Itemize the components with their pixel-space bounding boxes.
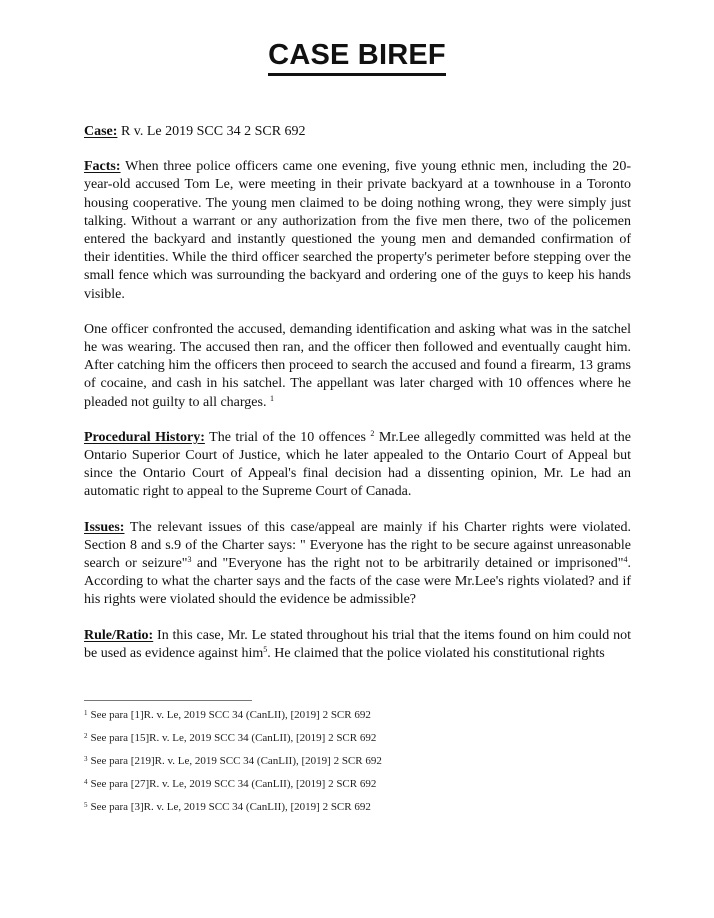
footnote-text: See para [27]R. v. Le, 2019 SCC 34 (CanLII), [2019] 2 SCR 692 [90,778,377,790]
issues-text-c: . According to what the charter says and the facts of the case were Mr.Lee's rights violated? and if his rights were violated should the evidence be admissible? [84,556,631,608]
rule-text-b: . He claimed that the police violated his constitutional rights [267,645,605,661]
footnote-ref-2[interactable]: 2 [370,428,375,438]
facts-paragraph-2 [84,321,631,412]
case-paragraph [84,123,631,141]
footnote-2 [84,731,631,754]
footnote-5 [84,800,631,823]
procedural-history-label: Procedural History: [84,429,205,445]
footnotes [84,708,631,823]
footnote-text: See para [1]R. v. Le, 2019 SCC 34 (CanLII), [2019] 2 SCR 692 [90,709,371,721]
footnote-3 [84,754,631,777]
footnote-ref-5[interactable]: 5 [263,644,268,654]
footnote-ref-3[interactable]: 3 [187,555,192,565]
title-text: CASE BIREF [268,38,446,76]
procedural-text-a: The trial of the 10 offences [204,429,366,445]
footnote-text: See para [15]R. v. Le, 2019 SCC 34 (CanLII), [2019] 2 SCR 692 [90,732,377,744]
case-text: R v. Le 2019 SCC 34 2 SCR 692 [117,124,306,139]
facts-paragraph-1 [84,158,631,304]
issues-text-b: and "Everyone has the right not to be arbitrarily detained or imprisoned" [191,556,624,572]
case-label: Case: [84,124,118,139]
issues-label: Issues: [84,519,125,535]
footnote-number: 5 [84,801,88,809]
footnote-text: See para [219]R. v. Le, 2019 SCC 34 (CanLII), [2019] 2 SCR 692 [90,755,382,767]
footnote-text: See para [3]R. v. Le, 2019 SCC 34 (CanLII), [2019] 2 SCR 692 [90,801,371,813]
facts-text-1: When three police officers came one evening, five young ethnic men, including the 20-year-old accused Tom Le, were meeting in their private backyard at a townhouse in a Toronto housing cooperative. The young men claimed to be doing nothing wrong, they were simply just talking. Without a warrant or any authorization from the five men there, two of the policemen entered the backyard and instantly questioned the young men and demanded confirmation of their identities. While the third officer searched the property's perimeter before stepping over the small fence which was surrounding the backyard and ordering one of the guys to keep his hands visible. [84,159,631,302]
footnote-1 [84,708,631,731]
facts-text-2: One officer confronted the accused, demanding identification and asking what was in the satchel he was wearing. The accused then ran, and the officer then followed and eventually caught him. After catching him the officers then proceed to search the accused and found a firearm, 13 grams of cocaine, and cash in his satchel. The appellant was later charged with 10 offences where he pleaded not guilty to all charges. [84,321,631,410]
footnote-number: 4 [84,778,88,786]
issues-text-a: The relevant issues of this case/appeal are mainly if his Charter rights were violated. Section 8 and s.9 of the Charter says: " Everyone has the right to be secure against unreasonable search or seizure" [84,519,631,572]
facts-label: Facts: [84,159,121,175]
footnote-4 [84,777,631,800]
rule-text-a: In this case, Mr. Le stated throughout his trial that the items found on him could not be used as evidence against him [84,627,631,661]
rule-ratio-label: Rule/Ratio: [84,627,154,643]
document-title [0,38,714,76]
rule-ratio-paragraph [84,627,631,663]
footnote-number: 2 [84,732,88,740]
footnote-separator [84,700,252,701]
footnote-ref-4[interactable]: 4 [623,555,628,565]
footnote-ref-1[interactable]: 1 [269,393,274,403]
procedural-text-b: Mr.Lee allegedly committed was held at the Ontario Superior Court of Justice, which he later appealed to the Ontario Court of Appeal but since the Ontario Court of Appeal's final decision had a dissenting opinion, Mr. Le had an automatic right to appeal to the Supreme Court of Canada. [84,429,632,500]
footnote-number: 3 [84,755,88,763]
footnote-number: 1 [84,709,88,717]
issues-paragraph [84,519,631,610]
document-body [84,123,631,680]
procedural-history-paragraph [84,429,631,502]
